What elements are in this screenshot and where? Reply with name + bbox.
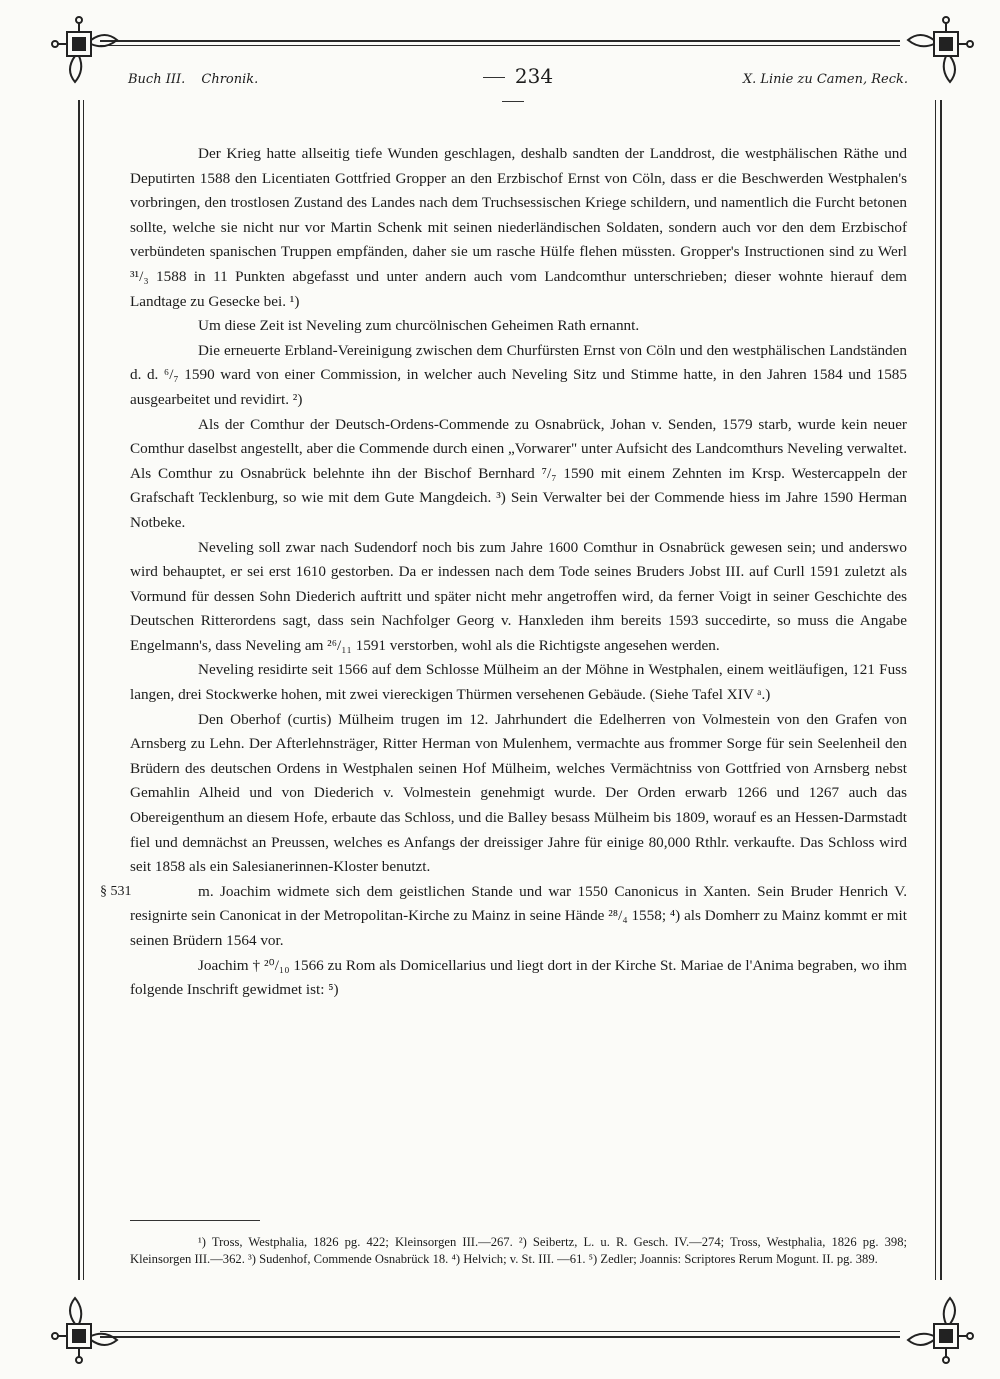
frame-top: [100, 40, 900, 42]
page-number: 234: [514, 64, 554, 88]
paragraph: Den Oberhof (curtis) Mülheim trugen im 12. Jahrhundert die Edelherren von Volmestein von den Grafen von Arnsberg zu Lehn. Der Afterlehnsträger, Ritter Herman von Mulenhem, vermachte aus frommer Sorge für sein Seelenheil den Brüdern des deutschen Ordens in Westphalen seinen Hof Mülheim, welches Vermächtniss von Gottfried von Arnsberg nebst Gemahlin Alheid und von Diederich v. Volmestein genehmigt wurde. Der Orden erwarb 1266 und 1267 auch das Obereigenthum an diesem Hofe, erbaute das Schloss, und die Balley besass Mülheim bis 1809, worauf es an Hessen-Darmstadt fiel und demnächst an Preussen, welches es Anfangs der dreissiger Jahre für einige 80,000 Rthlr. verkaufte. Das Schloss wird seit 1858 als ein Salesianerinnen-Kloster benutzt.: [130, 710, 907, 876]
frame-left-inner: [83, 100, 84, 1280]
footnote-text: ¹) Tross, Westphalia, 1826 pg. 422; Kleinsorgen III.—267. ²) Seibertz, L. u. R. Gesch. IV.—274; Tross, Westphalia, 1826 pg. 398; Kleinsorgen III.—362. ³) Sudenhof, Commende Osnabrück 18. ⁴) Helvich; v. St. III. —61. ⁵) Zedler; Joannis: Scriptores Rerum Mogunt. II. pg. 389.: [130, 1235, 907, 1266]
paragraph: Die erneuerte Erbland-Vereinigung zwischen dem Churfürsten Ernst von Cöln und den westphälischen Landständen d. d. ⁶/₇ 1590 ward von einer Commission, in welcher auch Neveling Sitz und Stimme hatte, in den Jahren 1584 und 1585 ausgearbeitet und revidirt. ²): [130, 341, 907, 408]
section-number: § 531: [100, 883, 132, 899]
paragraph: Um diese Zeit ist Neveling zum churcölnischen Geheimen Rath ernannt.: [198, 317, 640, 335]
paragraph: Der Krieg hatte allseitig tiefe Wunden geschlagen, deshalb sandten der Landdrost, die westphälischen Räthe und Deputirten 1588 den Licentiaten Gottfried Gropper an den Erzbischof Ernst von Cöln, dass er die Beschwerden Westphalen's vorbringen, den trostlosen Zustand des Landes nach dem Truchsessischen Kriege schildern, und namentlich die Furcht betonen sollte, welche sie nicht nur vor Martin Schenk mit seinen niederländischen Soldaten, sondern auch vor den dem Erzbischof verbündeten spanischen Truppen empfänden, daher sie um rasche Hülfe flehen müssten. Gropper's Instructionen sind zu Werl ³¹/₃ 1588 in 11 Punkten abgefasst und unter andern auch vom Landcomthur unterschrieben; dieser wohnte hierauf dem Landtage zu Gesecke bei. ¹): [130, 145, 907, 310]
dash-right: [502, 101, 524, 102]
chronicle-label: Chronik.: [201, 72, 259, 87]
footnote-rule: [130, 1220, 260, 1221]
section-531-paragraph: [100, 880, 907, 954]
section-531-text: m. Joachim widmete sich dem geistlichen Stande und war 1550 Canonicus in Xanten. Sein Bruder Henrich V. resignirte sein Canonicat in der Metropolitan-Kirche zu Mainz in seine Hände ²⁸/₄ 1558; ⁴) als Domherr zu Mainz kommt er mit seinen Brüdern 1564 vor.: [130, 882, 907, 949]
frame-right: [940, 100, 942, 1280]
frame-top-inner: [100, 45, 900, 46]
section-title: X. Linie zu Camen, Reck.: [742, 72, 908, 87]
frame-right-inner: [935, 100, 936, 1280]
running-header: [128, 64, 908, 94]
ornament-corner-top-left: [45, 10, 145, 110]
frame-bottom: [100, 1336, 900, 1338]
footnotes: [130, 1234, 907, 1268]
paragraph: Neveling soll zwar nach Sudendorf noch bis zum Jahre 1600 Comthur in Osnabrück gewesen sein; und anderswo wird behauptet, er sei erst 1610 gestorben. Da er indessen nach dem Tode seines Bruders Jobst III. auf Curll 1591 zuletzt als Vormund für dessen Sohn Diederich auftritt und später nicht mehr angetroffen wird, da ferner Voigt in seiner Geschichte des Deutschen Ritterordens sagt, dass sein Nachfolger Georg v. Hanxleden ihm bereits 1593 succedirte, so muss die Angabe Engelmann's, dass Neveling am ²⁶/₁₁ 1591 verstorben, wohl als die Richtigste angesehen werden.: [130, 538, 907, 654]
paragraph: Neveling residirte seit 1566 auf dem Schlosse Mülheim an der Möhne in Westphalen, einem weitläufigen, 121 Fuss langen, drei Stockwerke hohen, mit zwei viereckigen Thürmen versehenen Gebäude. (Siehe Tafel XIV ᵃ.): [130, 661, 907, 704]
frame-left: [78, 100, 80, 1280]
ornament-corner-top-right: [880, 10, 980, 110]
paragraph: Joachim † ²⁰/₁₀ 1566 zu Rom als Domicellarius und liegt dort in der Kirche St. Mariae de l'Anima begraben, wo ihm folgende Inschrift gewidmet ist: ⁵): [130, 956, 907, 999]
ornament-corner-bottom-left: [45, 1270, 145, 1370]
ornament-corner-bottom-right: [880, 1270, 980, 1370]
dash-left: [483, 77, 505, 78]
page-number-block: [458, 64, 568, 112]
body-text: [100, 142, 907, 1003]
book-label: Buch III.: [128, 72, 186, 87]
paragraph: Als der Comthur der Deutsch-Ordens-Commende zu Osnabrück, Johan v. Senden, 1579 starb, wurde kein neuer Comthur daselbst angestellt, aber die Commende durch einen „Vorwarer" unter Aufsicht des Landcomthurs Neveling verwaltet. Als Comthur zu Osnabrück belehnte ihn der Bischof Bernhard ⁷/₇ 1590 mit einem Zehnten im Krsp. Westercappeln der Grafschaft Tecklenburg, so wie mit dem Gute Mangdeich. ³) Sein Verwalter bei der Commende hiess im Jahre 1590 Herman Notbeke.: [130, 415, 907, 531]
frame-bottom-inner: [100, 1331, 900, 1332]
header-left: [128, 72, 270, 87]
